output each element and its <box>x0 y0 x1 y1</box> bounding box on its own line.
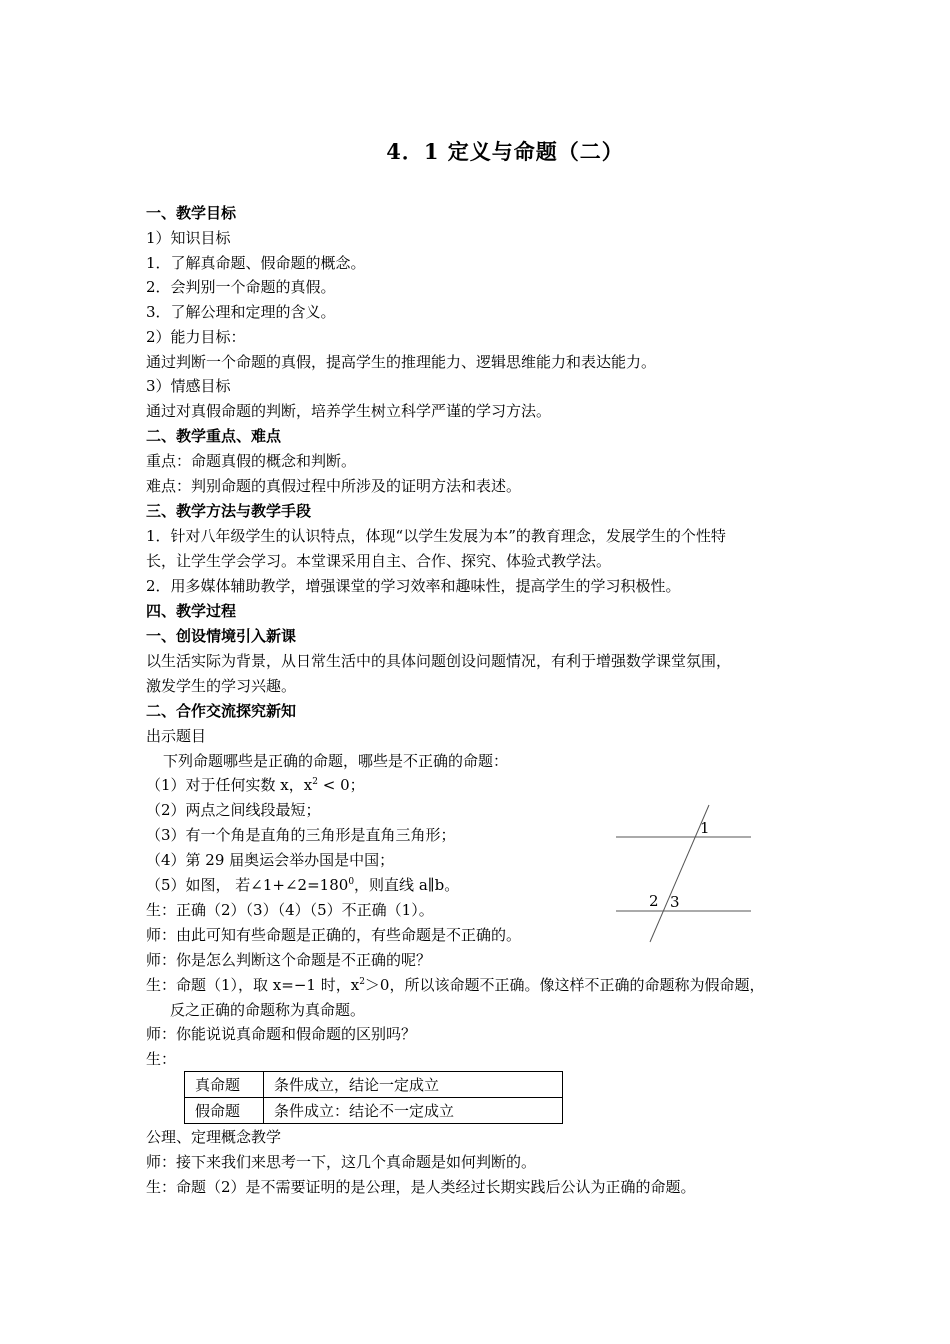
section-heading: 二、教学重点、难点 <box>146 427 282 445</box>
paragraph: 公理、定理概念教学 <box>146 1128 282 1146</box>
superscript: 2 <box>312 777 318 787</box>
question-item: （2）两点之间线段最短； <box>146 801 321 819</box>
table-cell: 假命题 <box>185 1098 264 1124</box>
table-cell: 条件成立，结论一定成立 <box>264 1072 563 1098</box>
question-item: （1）对于任何实数 x，$x^2 < 0$； <box>146 776 365 794</box>
paragraph: 1．针对八年级学生的认识特点，体现“以学生发展为本”的教育理念，发展学生的个性特 <box>146 527 726 545</box>
question-item: （5）如图， 若$\angle 1+\angle 2=180^0$，则直线 a∥b。 <box>146 876 460 894</box>
paragraph: 难点：判别命题的真假过程中所涉及的证明方法和表述。 <box>146 477 522 495</box>
dialogue-line: 生：命题（1），取 x=−1 时，$x^2>0$，所以该命题不正确。像这样不正确的命题称为假命题， <box>146 976 765 994</box>
dialogue-line: 生： <box>146 1050 177 1068</box>
superscript: 0 <box>348 877 355 887</box>
superscript: 2 <box>359 977 365 987</box>
table-row <box>185 1072 563 1098</box>
section-heading: 三、教学方法与教学手段 <box>146 502 312 520</box>
paragraph: 3．了解公理和定理的含义。 <box>146 303 336 321</box>
paragraph: 激发学生的学习兴趣。 <box>146 677 297 695</box>
section-heading: 二、合作交流探究新知 <box>146 702 297 720</box>
paragraph: 下列命题哪些是正确的命题，哪些是不正确的命题： <box>163 752 509 770</box>
subsection-heading: 2）能力目标： <box>146 328 246 346</box>
comparison-table <box>184 1071 563 1124</box>
dialogue-line: 师：你能说说真命题和假命题的区别吗？ <box>146 1025 417 1043</box>
table-cell: 条件成立：结论不一定成立 <box>264 1098 563 1124</box>
paragraph: 长，让学生学会学习。本堂课采用自主、合作、探究、体验式教学法。 <box>146 552 612 570</box>
dialogue-line: 生：命题（2）是不需要证明的是公理，是人类经过长期实践后公认为正确的命题。 <box>146 1178 696 1196</box>
table-row <box>185 1098 563 1124</box>
dialogue-line: 师：你是怎么判断这个命题是不正确的呢？ <box>146 951 432 969</box>
angle-label-2: 2 <box>649 892 659 910</box>
dialogue-line: 师：由此可知有些命题是正确的，有些命题是不正确的。 <box>146 926 522 944</box>
question-item: （3）有一个角是直角的三角形是直角三角形； <box>146 826 456 844</box>
paragraph: 以生活实际为背景，从日常生活中的具体问题创设问题情况，有利于增强数学课堂氛围， <box>146 652 732 670</box>
dialogue-line: 反之正确的命题称为真命题。 <box>170 1001 366 1019</box>
paragraph: 1．了解真命题、假命题的概念。 <box>146 254 366 272</box>
dialogue-line: 师：接下来我们来思考一下，这几个真命题是如何判断的。 <box>146 1153 537 1171</box>
question-item: （4）第 29 届奥运会举办国是中国； <box>146 851 395 869</box>
paragraph: 出示题目 <box>146 727 207 745</box>
parallel-lines-figure <box>612 800 757 945</box>
paragraph: 2．会判别一个命题的真假。 <box>146 278 336 296</box>
paragraph: 通过对真假命题的判断，培养学生树立科学严谨的学习方法。 <box>146 402 552 420</box>
section-heading: 一、教学目标 <box>146 204 237 222</box>
paragraph: 重点：命题真假的概念和判断。 <box>146 452 357 470</box>
subsection-heading: 1）知识目标 <box>146 229 231 247</box>
paragraph: 2．用多媒体辅助教学，增强课堂的学习效率和趣味性，提高学生的学习积极性。 <box>146 577 681 595</box>
angle-label-3: 3 <box>670 893 680 911</box>
section-heading: 四、教学过程 <box>146 602 237 620</box>
paragraph: 通过判断一个命题的真假，提高学生的推理能力、逻辑思维能力和表达能力。 <box>146 353 657 371</box>
section-heading: 一、创设情境引入新课 <box>146 627 297 645</box>
page-title: 4．1 定义与命题（二） <box>386 139 624 164</box>
table-cell: 真命题 <box>185 1072 264 1098</box>
angle-label-1: 1 <box>700 819 710 837</box>
dialogue-line: 生：正确（2）（3）（4）（5）不正确（1）。 <box>146 901 434 919</box>
subsection-heading: 3）情感目标 <box>146 377 231 395</box>
